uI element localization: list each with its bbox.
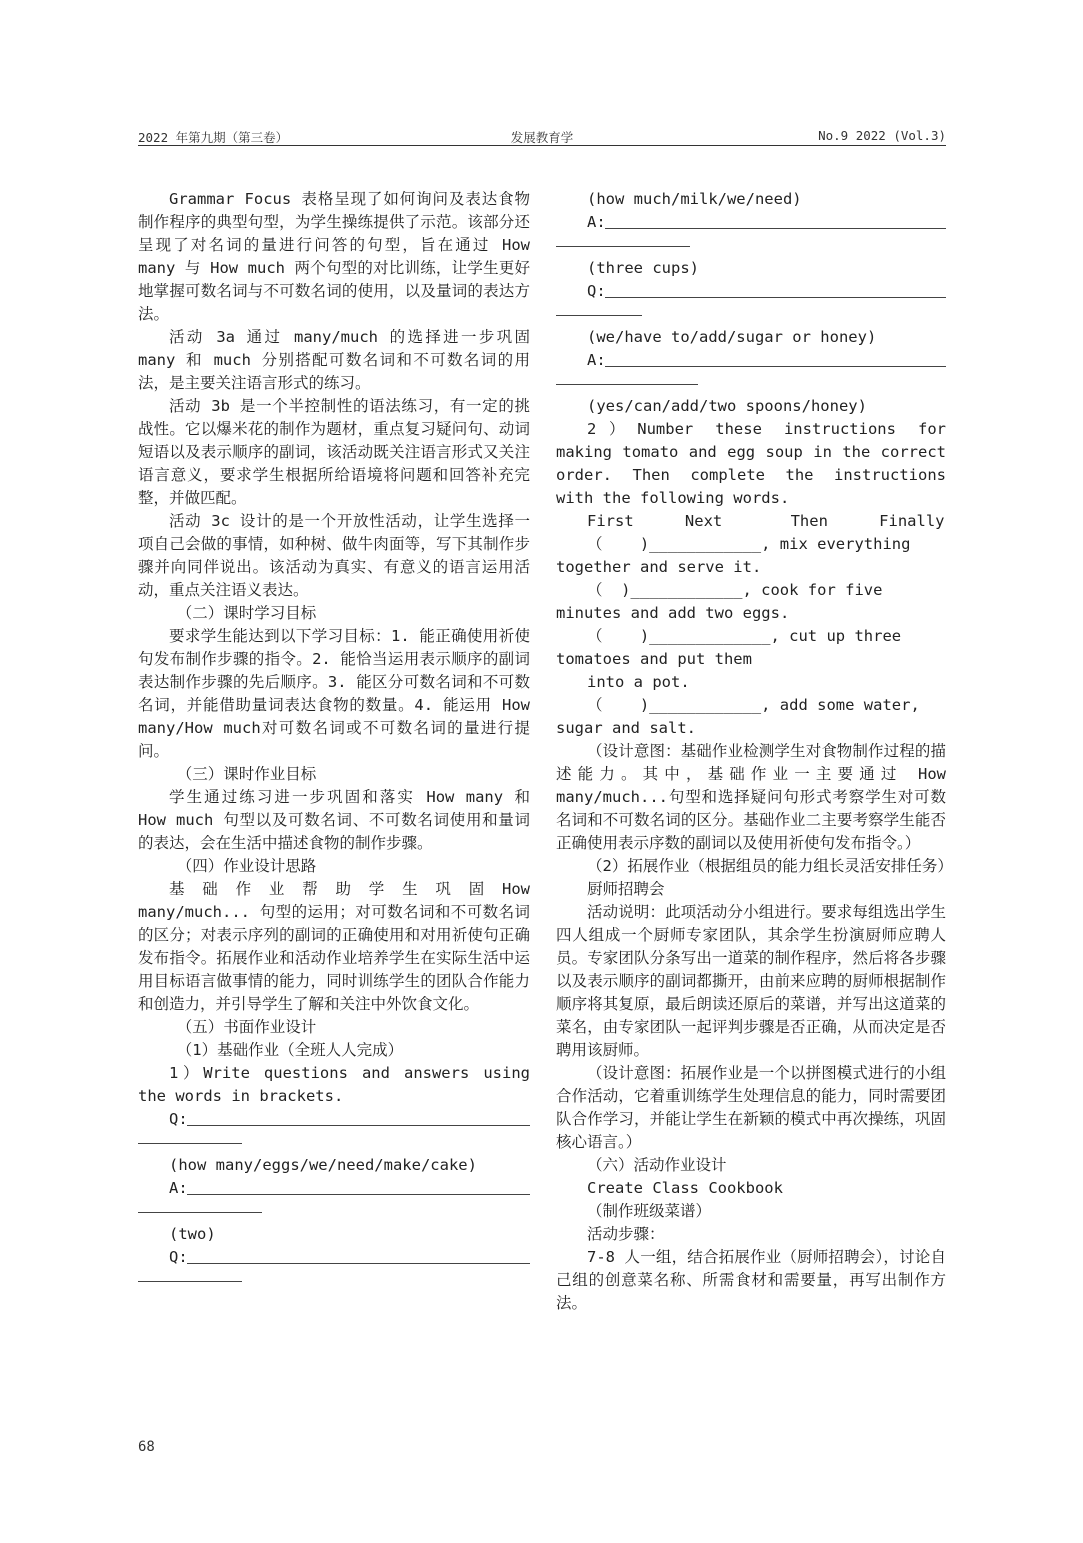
subsection-heading: （1）基础作业（全班人人完成） xyxy=(176,1041,404,1059)
blank-line xyxy=(187,1194,530,1195)
instruction-item: （ )____________, mix everything xyxy=(587,535,911,553)
paragraph: 活动 3a 通过 many/much 的选择进一步巩固 many 和 much 分别搭配可数名词和不可数名词的用法，是主要关注语言形式的练习。 xyxy=(138,328,530,392)
instruction-item-continuation: minutes and add two eggs. xyxy=(556,604,790,622)
section-heading: （四）作业设计思路 xyxy=(176,857,317,875)
answer-line xyxy=(556,349,946,372)
design-intent: （设计意图：拓展作业是一个以拼图模式进行的小组合作活动，它着重训练学生处理信息的能力，同时需要团队合作学习，并能让学生在新颖的模式中再次操练，巩固核心语言。） xyxy=(556,1064,946,1151)
word-then: Then xyxy=(790,512,828,530)
steps-label: 活动步骤： xyxy=(587,1225,665,1243)
bracket-prompt: (we/have to/add/sugar or honey) xyxy=(587,328,877,346)
instruction-item-continuation: into a pot. xyxy=(587,673,690,691)
journal-title: 发展教育学 xyxy=(510,130,574,145)
blank-line xyxy=(138,1143,242,1144)
left-column xyxy=(138,188,530,1292)
header-rule xyxy=(138,145,946,146)
paragraph: 7-8 人一组，结合拓展作业（厨师招聘会），讨论自己组的创意菜名称、所需食材和需要量，再写出制作方法。 xyxy=(556,1248,946,1312)
answer-label: A: xyxy=(169,1179,188,1197)
answer-line xyxy=(556,211,946,234)
instruction-item-continuation: sugar and salt. xyxy=(556,719,696,737)
word-bank xyxy=(556,510,946,533)
instruction-item: （ )_____________, cut up three xyxy=(587,627,902,645)
blank-line xyxy=(556,246,690,247)
page-number: 68 xyxy=(138,1439,155,1455)
answer-line-continuation xyxy=(556,234,946,257)
word-first: First xyxy=(587,512,634,530)
activity-title-cn: （制作班级菜谱） xyxy=(587,1202,712,1220)
blank-line xyxy=(605,366,946,367)
blank-line xyxy=(138,1281,242,1282)
bracket-prompt: (two) xyxy=(169,1225,216,1243)
blank-line xyxy=(556,384,698,385)
paragraph: 要求学生能达到以下学习目标：1. 能正确使用祈使句发布制作步骤的指令。2. 能恰当运用表示顺序的副词表达制作步骤的先后顺序。3. 能区分可数名词和不可数名词，并能借助量词表达食物的数量。4. 能运用 How many/How much对可数名词或不可数名词的量进行提问。 xyxy=(138,627,530,760)
section-heading: （三）课时作业目标 xyxy=(176,765,317,783)
question-label: Q: xyxy=(169,1110,188,1128)
paragraph: 活动 3b 是一个半控制性的语法练习，有一定的挑战性。它以爆米花的制作为题材，重点复习疑问句、动词短语以及表示顺序的副词，该活动既关注语言形式又关注语言意义，要求学生根据所给语境将问题和回答补充完整，并做匹配。 xyxy=(138,397,530,507)
answer-label: A: xyxy=(587,351,606,369)
answer-line-continuation xyxy=(556,372,946,395)
blank-line xyxy=(138,1212,262,1213)
paragraph: 基 础 作 业 帮 助 学 生 巩 固 How many/much... 句型的运用；对可数名词和不可数名词的区分；对表示序列的副词的正确使用和对用祈使句正确发布指令。拓展作业和活动作业培养学生在实际生活中运用目标语言做事情的能力，同时训练学生的团队合作能力和创造力，并引导学生了解和关注中外饮食文化。 xyxy=(138,880,530,1013)
answer-line xyxy=(138,1246,530,1269)
exercise-instruction: 1）Write questions and answers using the words in brackets. xyxy=(138,1064,530,1105)
answer-line xyxy=(138,1177,530,1200)
word-finally: Finally xyxy=(879,512,945,530)
bracket-prompt: (three cups) xyxy=(587,259,699,277)
blank-line xyxy=(187,1125,530,1126)
answer-line-continuation xyxy=(556,303,946,326)
blank-line xyxy=(605,228,946,229)
instruction-item: （ )____________, cook for five xyxy=(587,581,883,599)
instruction-item: （ )____________, add some water, xyxy=(587,696,920,714)
paragraph: Grammar Focus 表格呈现了如何询问及表达食物制作程序的典型句型，为学生操练提供了示范。该部分还呈现了对名词的量进行问答的句型，旨在通过 How many 与 How much 两个句型的对比训练，让学生更好地掌握可数名词与不可数名词的使用，以及量词的表达方法。 xyxy=(138,190,530,323)
activity-title: 厨师招聘会 xyxy=(587,880,665,898)
paragraph: 学生通过练习进一步巩固和落实 How many 和 How much 句型以及可数名词、不可数名词使用和量词的表达，会在生活中描述食物的制作步骤。 xyxy=(138,788,530,852)
answer-line-continuation xyxy=(138,1269,530,1292)
subsection-heading: （2）拓展作业（根据组员的能力组长灵活安排任务） xyxy=(587,857,953,875)
activity-title: Create Class Cookbook xyxy=(587,1179,783,1197)
section-heading: （五）书面作业设计 xyxy=(176,1018,317,1036)
answer-label: A: xyxy=(587,213,606,231)
blank-line xyxy=(605,297,946,298)
answer-line xyxy=(556,280,946,303)
answer-line-continuation xyxy=(138,1131,530,1154)
exercise-instruction: 2）Number these instructions for making tomato and egg soup in the correct order. Then complete the instructions with the following words. xyxy=(556,420,946,507)
answer-line xyxy=(138,1108,530,1131)
section-heading: （二）课时学习目标 xyxy=(176,604,317,622)
running-header xyxy=(138,124,946,146)
bracket-prompt: (how much/milk/we/need) xyxy=(587,190,802,208)
paragraph: 活动 3c 设计的是一个开放性活动，让学生选择一项自己会做的事情，如种树、做牛肉面等，写下其制作步骤并向同伴说出。该活动为真实、有意义的语言运用活动，重点关注语义表达。 xyxy=(138,512,530,599)
blank-line xyxy=(187,1263,530,1264)
right-column xyxy=(556,188,953,1315)
journal-volume: No.9 2022 (Vol.3) xyxy=(818,128,946,143)
question-label: Q: xyxy=(169,1248,188,1266)
instruction-item-continuation: together and serve it. xyxy=(556,558,762,576)
paragraph: 活动说明：此项活动分小组进行。要求每组选出学生四人组成一个厨师专家团队，其余学生扮演厨师应聘人员。专家团队分条写出一道菜的制作程序，然后将各步骤以及表示顺序的副词都撕开，由前来应聘的厨师根据制作顺序将其复原，最后朗读还原后的菜谱，并写出这道菜的菜名，由专家团队一起评判步骤是否正确，从而决定是否聘用该厨师。 xyxy=(556,903,946,1059)
word-next: Next xyxy=(684,512,723,530)
question-label: Q: xyxy=(587,282,606,300)
blank-line xyxy=(556,315,642,316)
bracket-prompt: (how many/eggs/we/need/make/cake) xyxy=(169,1156,477,1174)
bracket-prompt: (yes/can/add/two spoons/honey) xyxy=(587,397,867,415)
instruction-item-continuation: tomatoes and put them xyxy=(556,650,752,668)
journal-issue: 2022 年第九期（第三卷） xyxy=(138,130,289,145)
section-heading: （六）活动作业设计 xyxy=(587,1156,727,1174)
answer-line-continuation xyxy=(138,1200,530,1223)
design-intent: （设计意图：基础作业检测学生对食物制作过程的描述能力。其中，基础作业一主要通过 How many/much...句型和选择疑问句形式考察学生对可数名词和不可数名词的区分。基础作业二主要考察学生能否正确使用表示序数的副词以及使用祈使句发布指令。） xyxy=(556,742,946,852)
